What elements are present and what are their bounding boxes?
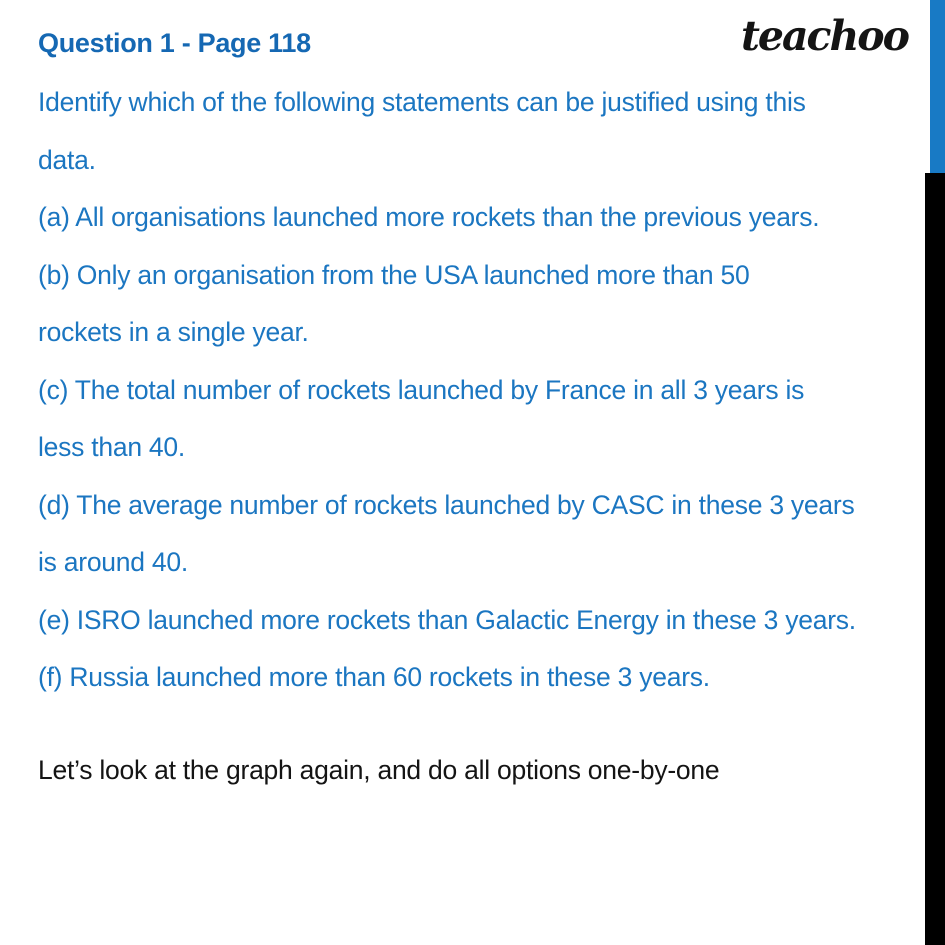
question-intro-line-2: data. — [38, 144, 96, 175]
option-a-line: (a) All organisations launched more rockets than the previous years. — [38, 202, 820, 232]
option-f-line: (f) Russia launched more than 60 rockets in these 3 years. — [38, 662, 710, 692]
closing-note: Let’s look at the graph again, and do all options one-by-one — [38, 754, 720, 785]
question-content — [38, 74, 945, 799]
question-intro-line-1: Identify which of the following statements can be justified using this — [38, 87, 806, 117]
option-d-line-2: is around 40. — [38, 547, 188, 577]
option-c-line-2: less than 40. — [38, 432, 186, 462]
option-e-line: (e) ISRO launched more rockets than Galactic Energy in these 3 years. — [38, 604, 856, 635]
right-edge-black-bar — [925, 173, 945, 945]
right-edge-blue-bar — [930, 0, 945, 173]
option-c-line-1: (c) The total number of rockets launched by France in all 3 years is — [38, 374, 805, 405]
page-title: Question 1 - Page 118 — [38, 28, 311, 58]
option-d-line-1: (d) The average number of rockets launched by CASC in these 3 years — [38, 489, 855, 520]
teachoo-logo: teachoo — [740, 12, 908, 60]
option-b-line-2: rockets in a single year. — [38, 317, 309, 347]
option-b-line-1: (b) Only an organisation from the USA launched more than 50 — [38, 259, 750, 290]
